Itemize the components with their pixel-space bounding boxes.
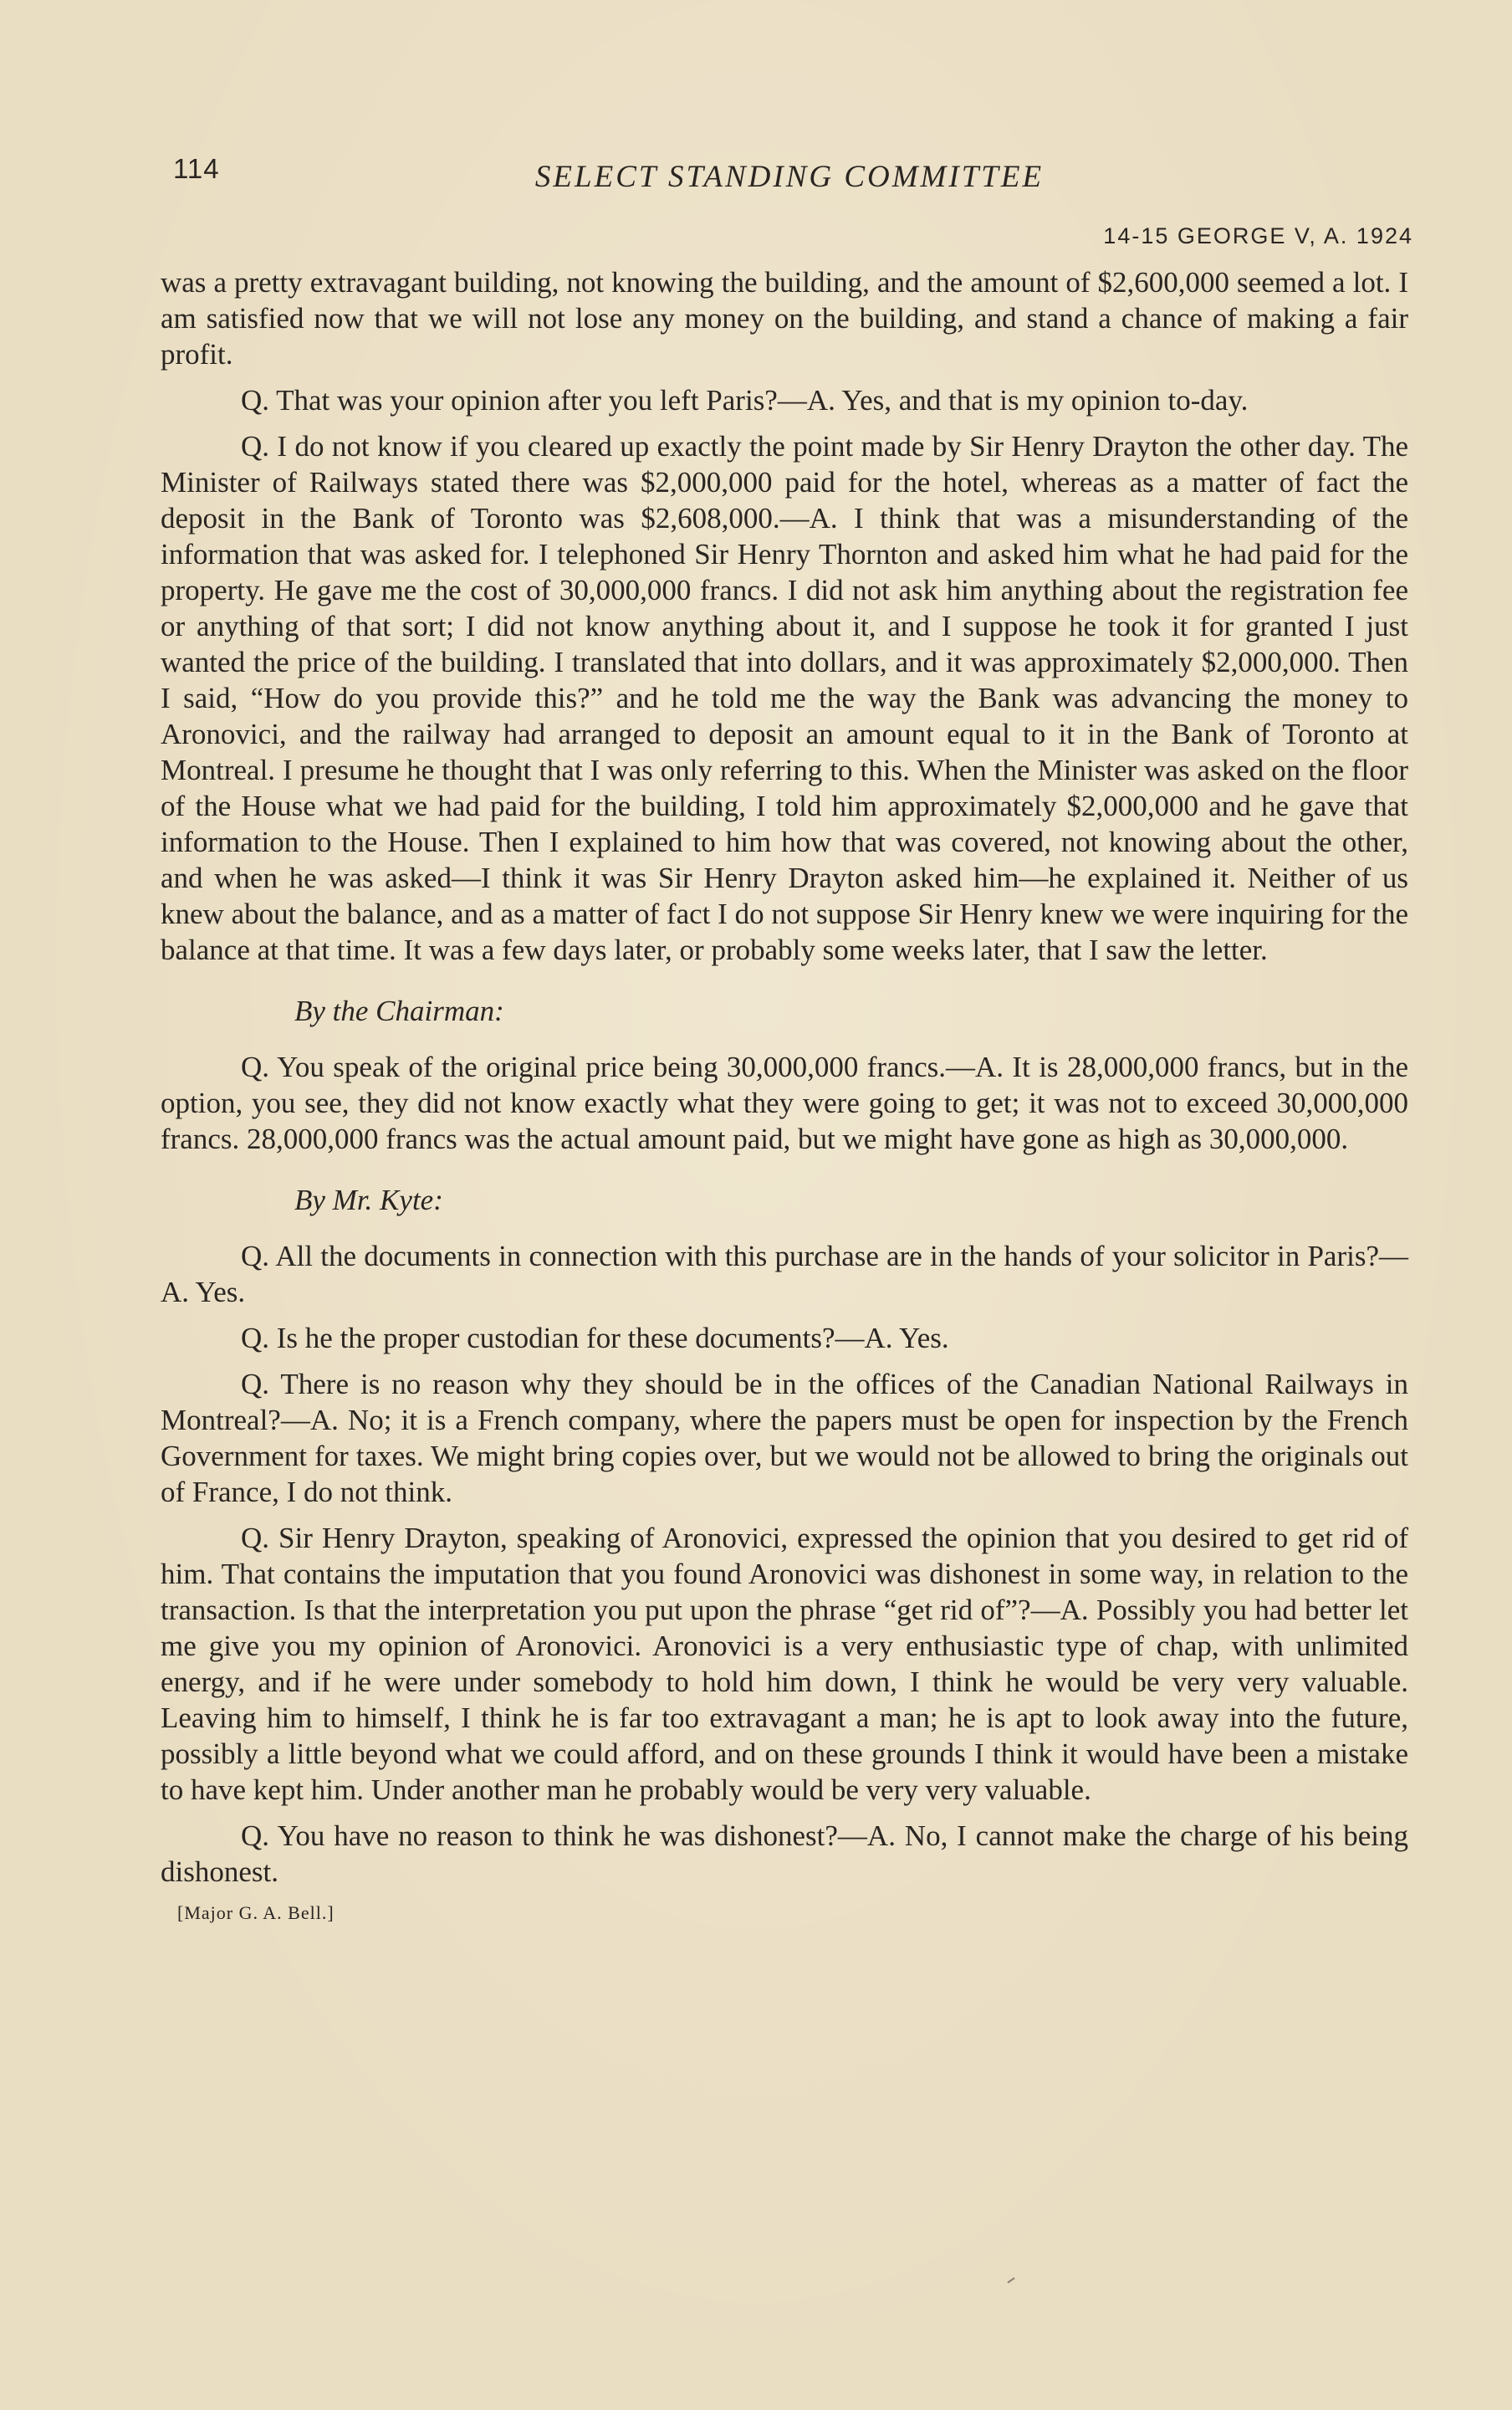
- paragraph: Q. Is he the proper custodian for these documents?—A. Yes.: [241, 1322, 949, 1354]
- paragraph: Q. You have no reason to think he was dishonest?—A. No, I cannot make the charge of his being dishonest.: [161, 1819, 1408, 1888]
- session-label: 14-15 GEORGE V, A. 1924: [1103, 223, 1413, 248]
- witness-note: [Major G. A. Bell.]: [177, 1902, 335, 1923]
- paragraph: Q. That was your opinion after you left Paris?—A. Yes, and that is my opinion to-day.: [241, 384, 1249, 417]
- running-title: SELECT STANDING COMMITTEE: [534, 160, 1045, 194]
- page-number: 114: [173, 153, 220, 184]
- document-body: [161, 264, 1408, 1925]
- paragraph: Q. I do not know if you cleared up exactly the point made by Sir Henry Drayton the other day. The Minister of Railways stated there was $2,000,000 paid for the hotel, whereas as a matter of fact the deposit in the Bank of Toronto was $2,608,000.—A. I think that was a misunderstanding of the information that was asked for. I telephoned Sir Henry Thornton and asked him what he had paid for the property. He gave me the cost of 30,000,000 francs. I did not ask him anything about the registration fee or anything of that sort; I did not know anything about it, and I suppose he took it for granted I just wanted the price of the building. I translated that into dollars, and it was approximately $2,000,000. Then I said, “How do you provide this?” and he told me the way the Bank was advancing the money to Aronovici, and the railway had arranged to deposit an amount equal to it in the Bank of Toronto at Montreal. I presume he thought that I was only referring to this. When the Minister was asked on the floor of the House what we had paid for the building, I told him approximately $2,000,000 and he gave that information to the House. Then I explained to him how that was covered, not knowing about the other, and when he was asked—I think it was Sir Henry Drayton asked him—he explained it. Neither of us knew about the balance, and as a matter of fact I do not suppose Sir Henry knew we were inquiring for the balance at that time. It was a few days later, or probably some weeks later, that I saw the letter.: [161, 430, 1408, 966]
- paragraph: was a pretty extravagant building, not knowing the building, and the amount of $2,600,000 seemed a lot. I am satisfied now that we will not lose any money on the building, and stand a chance of making a fair profit.: [161, 266, 1408, 371]
- paragraph: Q. You speak of the original price being 30,000,000 francs.—A. It is 28,000,000 francs, but in the option, you see, they did not know exactly what they were going to get; it was not to exceed 30,000,000 francs. 28,000,000 francs was the actual amount paid, but we might have gone as high as 30,000,000.: [161, 1051, 1408, 1155]
- speaker-heading: By Mr. Kyte:: [294, 1184, 443, 1216]
- paragraph: Q. There is no reason why they should be in the offices of the Canadian National Railways in Montreal?—A. No; it is a French company, where the papers must be open for inspection by the French Government for taxes. We might bring copies over, but we would not be allowed to bring the originals out of France, I do not think.: [161, 1368, 1408, 1508]
- paragraph: Q. Sir Henry Drayton, speaking of Aronovici, expressed the opinion that you desired to get rid of him. That contains the imputation that you found Aronovici was dishonest in some way, in relation to the transaction. Is that the interpretation you put upon the phrase “get rid of”?—A. Possibly you had better let me give you my opinion of Aronovici. Aronovici is a very enthusiastic type of chap, with unlimited energy, and if he were under somebody to hold him down, I think he would be very very valuable. Leaving him to himself, I think he is far too extravagant a man; he is apt to look away into the future, possibly a little beyond what we could afford, and on these grounds I think it would have been a mistake to have kept him. Under another man he probably would be very very valuable.: [161, 1522, 1408, 1806]
- paragraph: Q. All the documents in connection with this purchase are in the hands of your solicitor in Paris?—A. Yes.: [161, 1240, 1408, 1308]
- speaker-heading: By the Chairman:: [294, 995, 504, 1027]
